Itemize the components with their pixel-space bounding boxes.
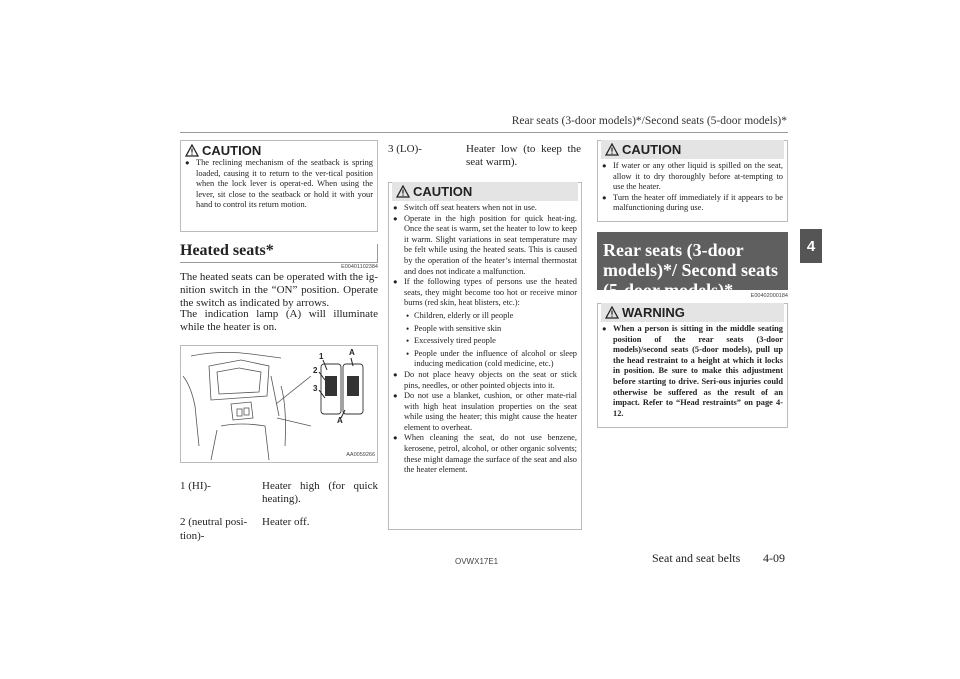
position-row [388,143,581,169]
figure-label-3: 3 [313,384,318,393]
caution-subitem: • People under the influence of alcohol or sleep inducing medication (cold medicine, etc.) [404,349,577,370]
footer-section-name: Seat and seat belts [652,551,741,565]
warning-triangle-icon [185,144,199,157]
figure-label-a-top: A [349,348,355,357]
header-rule [180,132,788,133]
caution-item: ● If water or any other liquid is spilled on the seat, allow it to dry thoroughly before at-tempting to use the heater. [602,161,783,193]
position-key: 2 (neutral posi-tion)- [180,516,248,542]
caution-item: ● Do not use a blanket, cushion, or other mate-rial with high heat insulation properties on the seat while using the heater; this might cause the heater element to overheat. [393,391,577,433]
caution-sublist [404,311,577,370]
figure-label-2: 2 [313,366,318,375]
caution-item: ● The reclining mechanism of the seatback is spring loaded, causing it to return to the ver-tical position when the lock lever is operat-ed. When using the lever, sit close to the seatback or hold it with your hand to control its return motion. [185,158,373,211]
position-key: 1 (HI)- [180,480,211,492]
caution-subitem: • People with sensitive skin [404,324,577,335]
caution-list [602,161,783,214]
warning-item: ● When a person is sitting in the middle seating position of the rear seats (3-door models)/second seats (5-door models), pull up the head restraint to a height at which it locks in position. Be sure to make this adjustment before starting to drive. Seri-ous injuries could otherwise be suffered as the result of an impact. Refer to “Head restraints” on page 4-12. [602,324,783,419]
caution-item: ● Do not place heavy objects on the seat or stick pins, needles, or other pointed objects into it. [393,370,577,391]
caution-list [185,158,373,211]
warning-triangle-icon [605,143,619,156]
section-heading-rear-seats: Rear seats (3-door models)*/ Second seats (5-door models)* [597,232,788,290]
heated-para-1: The heated seats can be operated with the ig-nition switch in the “ON” position. Operate the switch as indicated by arrows. [180,271,378,310]
caution-subitem: • Excessively tired people [404,336,577,347]
position-desc: Heater low (to keep the seat warm). [466,143,581,169]
warning-list [602,324,783,419]
switch-positions-col1 [180,480,378,543]
warning-label: WARNING [622,305,685,320]
caution-box-heated-seats [388,182,582,530]
figure-label-1: 1 [319,352,324,361]
position-row [180,480,378,516]
heated-para-2: The indication lamp (A) will illuminate while the heater is on. [180,308,378,334]
caution-title [185,143,373,158]
figure-code: AA0059266 [346,452,375,458]
warning-title [601,303,784,322]
figure-label-a-bottom: A [337,416,343,425]
caution-item: ● When cleaning the seat, do not use benzene, kerosene, petrol, alcohol, or other organic solvents; these might damage the surface of the seat and also the heater element. [393,433,577,475]
warning-triangle-icon [605,306,619,319]
caution-subitem: • Children, elderly or ill people [404,311,577,322]
chapter-tab: 4 [800,229,822,263]
caution-item: ● Switch off seat heaters when not in use. [393,203,577,214]
dashboard-illustration [181,346,377,462]
section-code: E00401102384 [341,264,378,270]
caution-title [392,182,578,201]
position-row [180,516,378,542]
caution-title [601,140,784,159]
warning-box-head-restraint [597,303,788,428]
position-desc: Heater off. [262,516,310,529]
heated-seat-switch-figure [180,345,378,463]
section-title-heated-seats: Heated seats* [180,242,274,259]
document-code: OVWX17E1 [455,557,499,566]
caution-label: CAUTION [413,184,473,199]
caution-label: CAUTION [202,143,262,158]
section-rule [180,262,378,263]
caution-label: CAUTION [622,142,682,157]
caution-list [393,203,577,476]
switch-positions-col2 [388,143,581,169]
caution-box-malfunction [597,140,788,222]
position-key: 3 (LO)- [388,143,422,155]
section-rule-tick [377,244,378,263]
warning-triangle-icon [396,185,410,198]
rear-section-code: E00402000184 [750,293,788,299]
caution-item: ● Turn the heater off immediately if it appears to be malfunctioning during use. [602,193,783,214]
position-desc: Heater high (for quick heating). [262,480,378,506]
page-number: 4-09 [763,551,785,565]
caution-box-reclining [180,140,378,232]
caution-item-text: If the following types of persons use the heated seats, they might become too hot or receive minor burns (red skin, heat blisters, etc.): [404,277,577,308]
running-header: Rear seats (3-door models)*/Second seats (5-door models)* [511,115,787,127]
caution-item: ● Operate in the high position for quick heat-ing. Once the seat is warm, set the heater to low to keep it warm. Slight variations in seat temperature may be felt while using the heated seats. This is caused by the operation of the heater’s internal thermostat and does not indicate a malfunction. [393,214,577,278]
caution-item [393,277,577,370]
